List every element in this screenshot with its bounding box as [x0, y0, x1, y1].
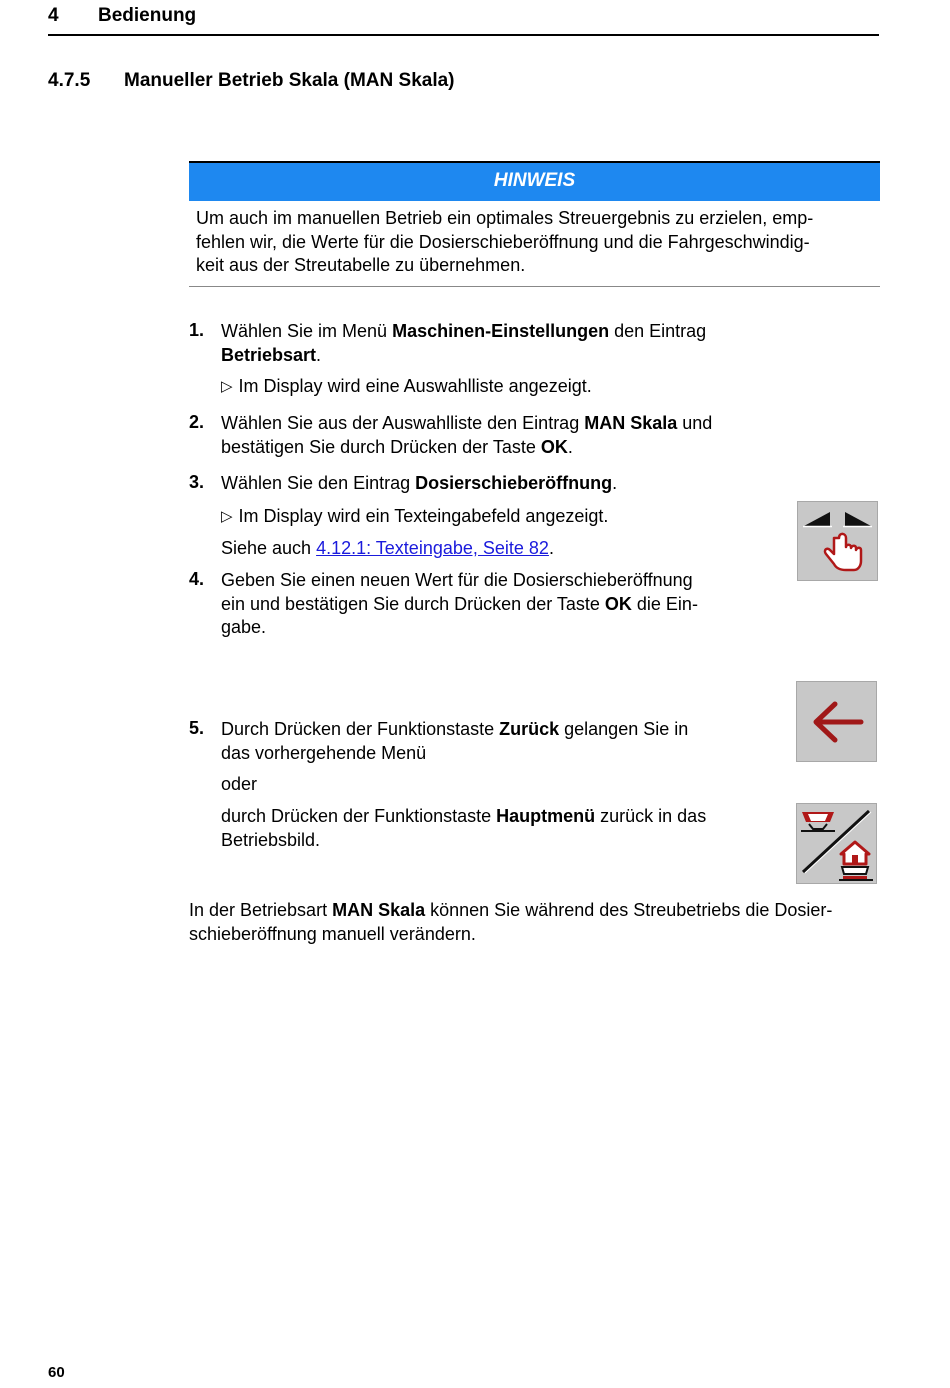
entry-name: Betriebsart — [221, 344, 317, 365]
step-number: 4. — [189, 569, 205, 589]
text: gelangen Sie in — [559, 719, 689, 739]
key-name: OK — [540, 436, 568, 457]
text: . — [612, 473, 618, 493]
text: ein und bestätigen Sie durch Drücken der Taste — [221, 593, 605, 614]
adjust-arrows-hand-icon — [797, 501, 878, 581]
text: das vorhergehende Menü — [221, 742, 427, 763]
key-name: OK — [604, 593, 632, 614]
or-text: oder — [221, 774, 258, 794]
text: Geben Sie einen neuen Wert für die Dosierschieberöffnung — [221, 570, 693, 590]
text: Durch Drücken der Funktionstaste — [221, 719, 500, 739]
note-box — [189, 161, 880, 287]
step-text — [221, 320, 761, 367]
result-text: Im Display wird eine Auswahlliste angezeigt. — [238, 376, 592, 396]
text: und — [677, 413, 713, 433]
result-triangle-icon: ▷ — [221, 378, 233, 395]
text: . — [567, 436, 573, 457]
section-number: 4.7.5 — [48, 70, 91, 91]
step-result — [221, 375, 592, 400]
step-number: 5. — [189, 718, 205, 738]
entry-name: Dosierschieberöffnung — [415, 473, 613, 493]
text: . — [316, 344, 322, 365]
text: bestätigen Sie durch Drücken der Taste — [221, 436, 541, 457]
section-title: Manueller Betrieb Skala (MAN Skala) — [124, 70, 455, 91]
text: gabe. — [221, 617, 267, 637]
text: schieberöffnung manuell verändern. — [189, 923, 476, 944]
note-label: HINWEIS — [189, 161, 880, 201]
step-text — [221, 569, 761, 640]
key-name: Hauptmenü — [496, 806, 596, 826]
entry-name: MAN Skala — [584, 413, 678, 433]
step-number: 2. — [189, 412, 205, 432]
alt-text — [221, 805, 761, 852]
back-arrow-icon-graphic — [797, 682, 876, 761]
result-text: Im Display wird ein Texteingabefeld angezeigt. — [238, 506, 609, 526]
step-text — [221, 472, 761, 496]
result-triangle-icon: ▷ — [221, 508, 233, 525]
note-line: keit aus der Streutabelle zu übernehmen. — [196, 255, 526, 275]
step-result — [221, 505, 608, 530]
text: Wählen Sie aus der Auswahlliste den Eintrag — [221, 413, 585, 433]
step-number: 3. — [189, 472, 205, 492]
text: In der Betriebsart — [189, 900, 333, 920]
chapter-number: 4 — [48, 5, 59, 26]
adjust-arrows-hand-icon-graphic — [798, 502, 877, 580]
text: zurück in das — [595, 806, 707, 826]
text: . — [548, 538, 554, 558]
text: Wählen Sie den Eintrag — [221, 473, 416, 493]
main-menu-home-icon-graphic — [797, 804, 876, 883]
note-text — [189, 201, 880, 287]
step-text — [221, 718, 761, 765]
cross-reference-link[interactable]: 4.12.1: Texteingabe, Seite 82 — [316, 538, 549, 558]
text: durch Drücken der Funktionstaste — [221, 806, 497, 826]
text: Betriebsbild. — [221, 829, 321, 850]
main-menu-home-icon — [796, 803, 877, 884]
note-line: Um auch im manuellen Betrieb ein optimales Streuergebnis zu erzielen, emp- — [196, 208, 814, 228]
text: die Ein- — [631, 593, 698, 614]
chapter-title: Bedienung — [98, 5, 197, 26]
step-number: 1. — [189, 320, 205, 340]
header-divider — [48, 34, 879, 36]
text: können Sie während des Streubetriebs die Dosier- — [425, 900, 833, 920]
menu-name: Maschinen-Einstellungen — [392, 321, 610, 341]
page-number: 60 — [48, 1364, 65, 1381]
back-arrow-icon — [796, 681, 877, 762]
text: Wählen Sie im Menü — [221, 321, 393, 341]
mode-name: MAN Skala — [332, 900, 426, 920]
text: den Eintrag — [609, 321, 707, 341]
text: Siehe auch — [221, 538, 317, 558]
note-line: fehlen wir, die Werte für die Dosierschieberöffnung und die Fahrgeschwindig- — [196, 231, 810, 252]
step-text — [221, 412, 761, 459]
closing-paragraph — [189, 899, 889, 946]
key-name: Zurück — [499, 719, 560, 739]
see-also — [221, 537, 554, 561]
